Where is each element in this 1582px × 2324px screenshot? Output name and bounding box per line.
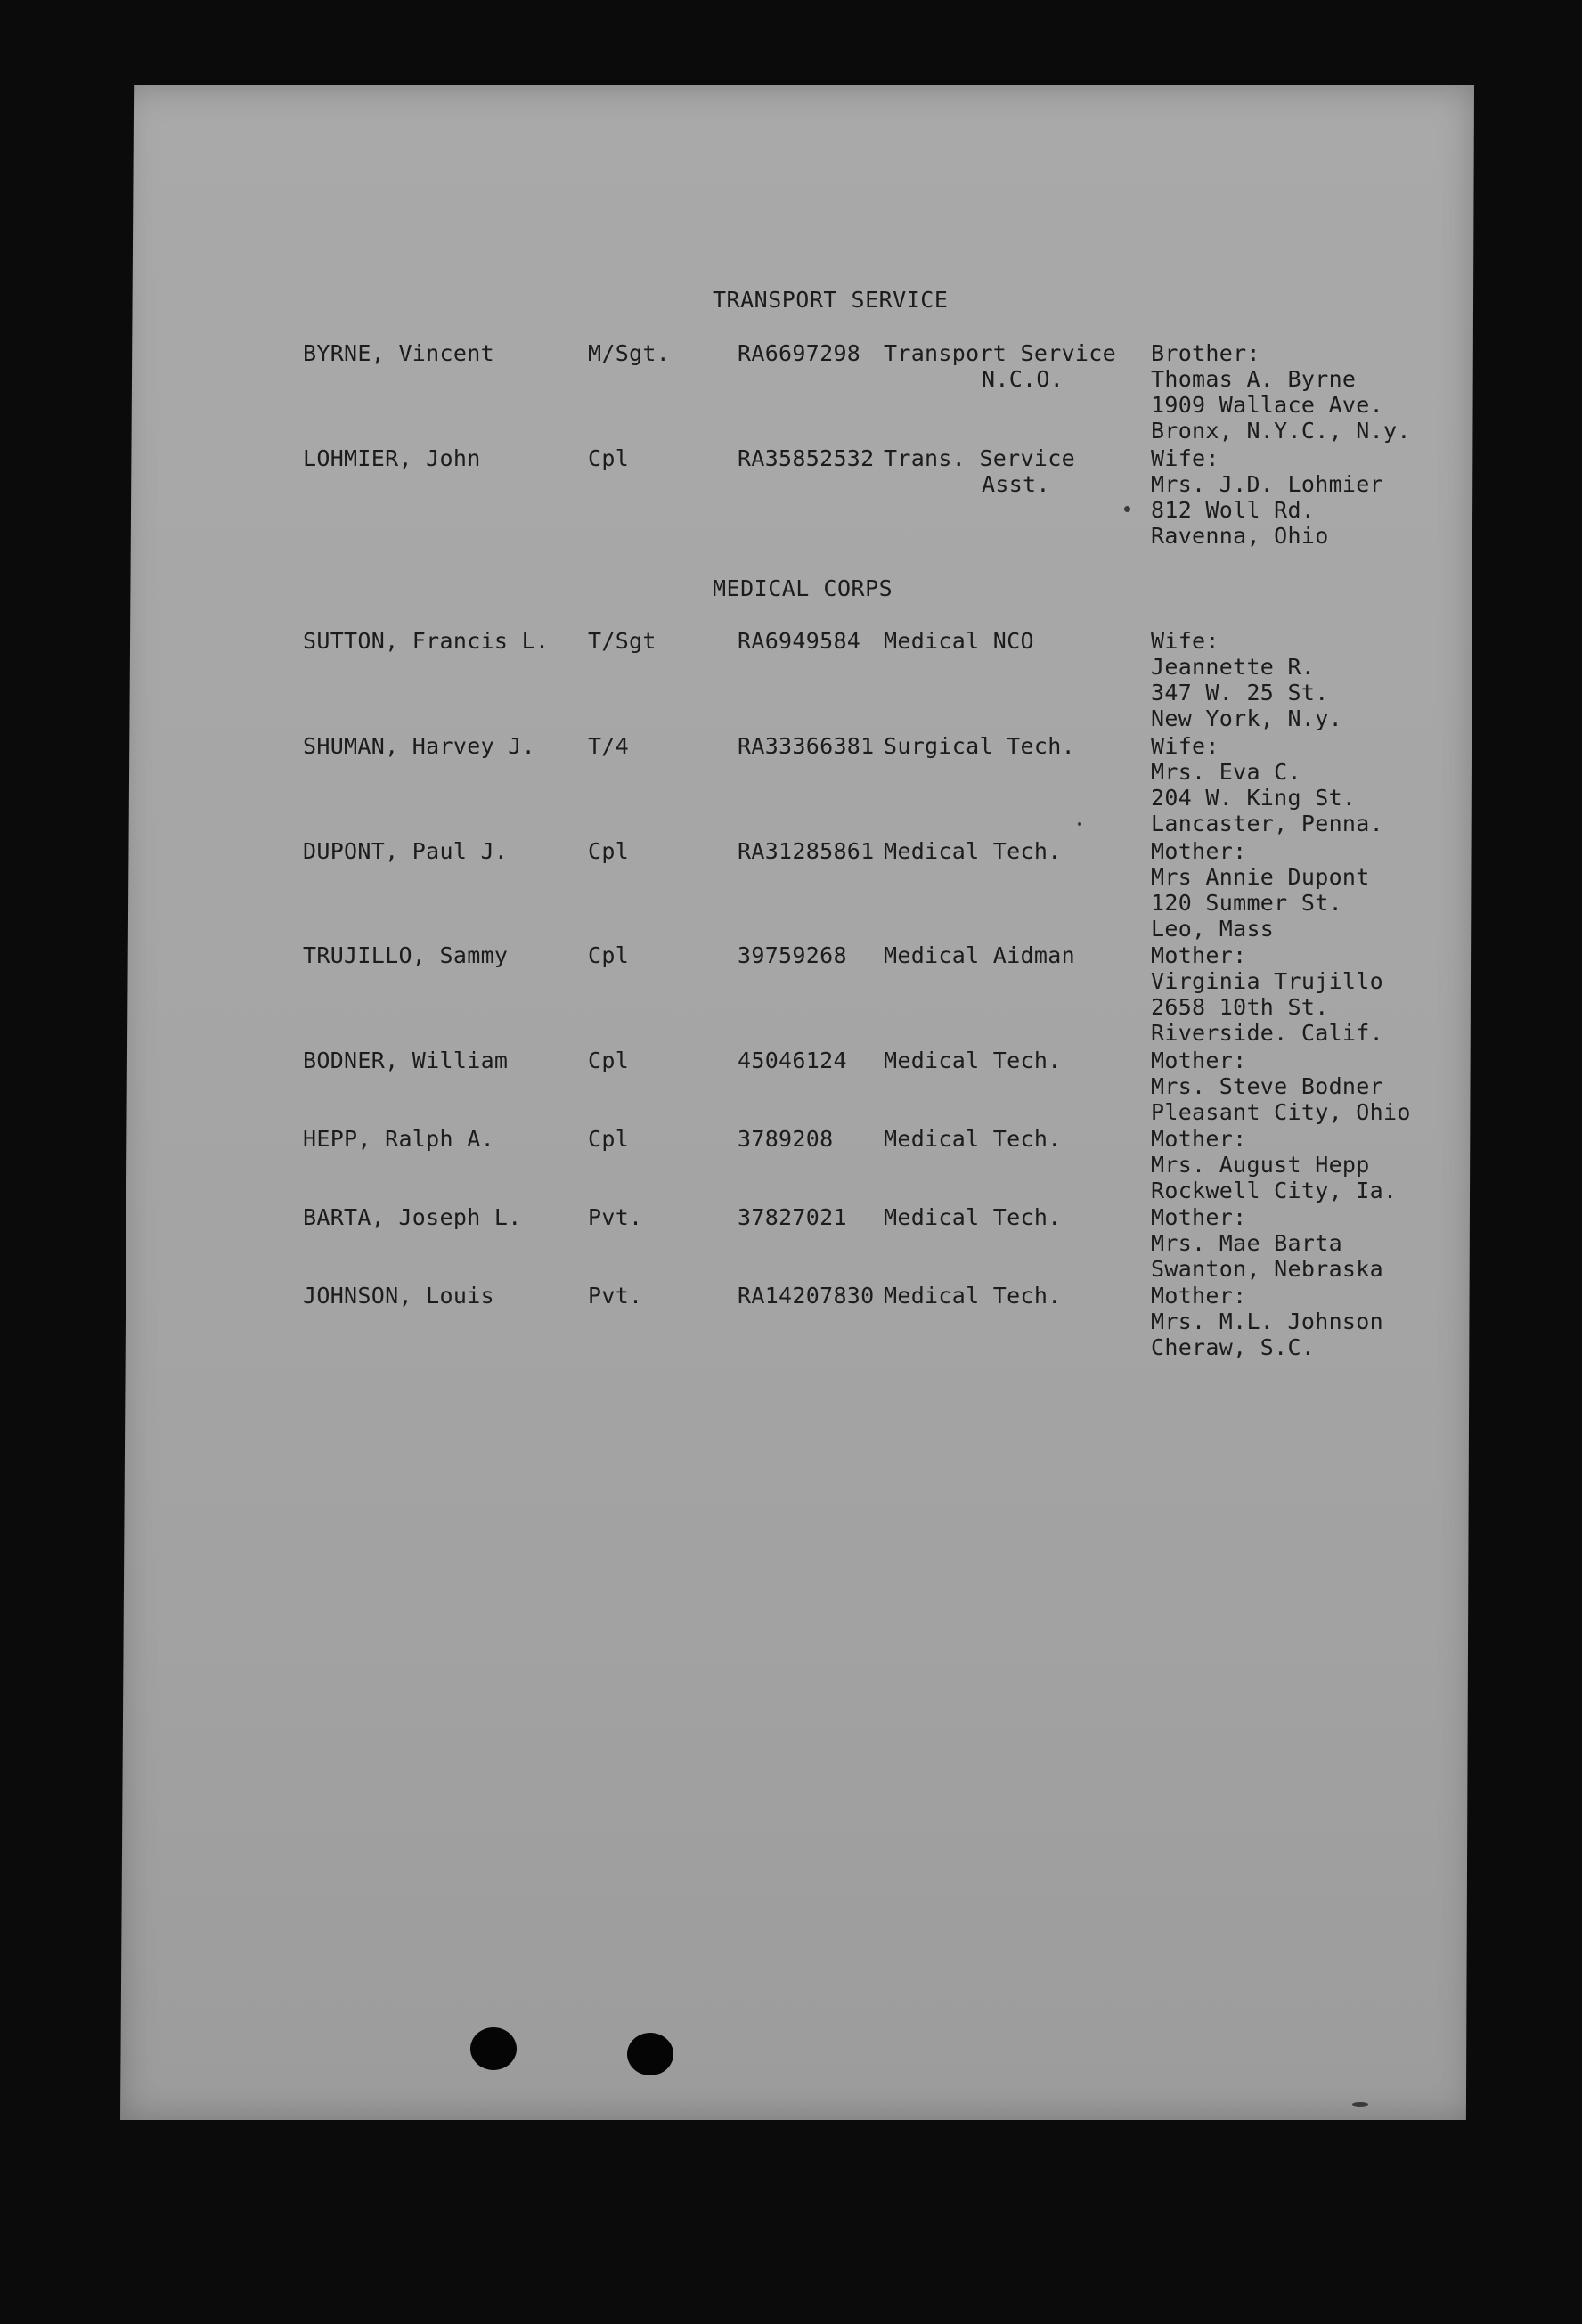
next-of-kin-detail: Mrs. Mae Barta [1151,1230,1342,1256]
next-of-kin-relation: Mother: [1151,838,1247,864]
next-of-kin-detail: Mrs. J.D. Lohmier [1151,471,1383,497]
entry-rank: Cpl [588,1048,630,1073]
entry-duty: Medical Tech. [884,1204,1062,1230]
next-of-kin-detail: Pleasant City, Ohio [1151,1099,1411,1125]
entry-duty: Medical Tech. [884,1283,1062,1309]
entry-name: BARTA, Joseph L. [303,1204,522,1230]
entry-rank: Cpl [588,1126,630,1152]
entry-name: SUTTON, Francis L. [303,628,550,654]
next-of-kin-relation: Wife: [1151,628,1219,654]
entry-serial-number: RA6949584 [738,628,861,654]
next-of-kin-detail: Mrs. August Hepp [1151,1152,1370,1178]
entry-rank: T/4 [588,733,630,759]
next-of-kin-detail: Swanton, Nebraska [1151,1256,1383,1282]
section-heading: MEDICAL CORPS [713,575,893,601]
entry-rank: M/Sgt. [588,340,671,366]
entry-rank: Cpl [588,445,630,471]
next-of-kin-detail: Mrs. M.L. Johnson [1151,1309,1383,1334]
next-of-kin-relation: Mother: [1151,1048,1247,1073]
next-of-kin-detail: 347 W. 25 St. [1151,680,1329,705]
entry-serial-number: 37827021 [738,1204,847,1230]
entry-name: BYRNE, Vincent [303,340,494,366]
entry-serial-number: RA33366381 [738,733,875,759]
entry-rank: Pvt. [588,1283,643,1309]
next-of-kin-detail: Jeannette R. [1151,654,1316,680]
next-of-kin-detail: 1909 Wallace Ave. [1151,392,1383,418]
next-of-kin-detail: Bronx, N.Y.C., N.y. [1151,418,1411,444]
next-of-kin-detail: Leo, Mass [1151,916,1275,942]
next-of-kin-detail: 204 W. King St. [1151,785,1357,811]
next-of-kin-detail: Mrs. Eva C. [1151,759,1301,785]
next-of-kin-detail: 812 Woll Rd. [1151,497,1316,523]
next-of-kin-detail: 2658 10th St. [1151,994,1329,1020]
entry-serial-number: 39759268 [738,942,847,968]
next-of-kin-relation: Mother: [1151,1283,1247,1309]
entry-duty: Medical Tech. [884,1048,1062,1073]
entry-duty: Surgical Tech. [884,733,1075,759]
entry-rank: T/Sgt [588,628,656,654]
next-of-kin-detail: New York, N.y. [1151,705,1342,731]
next-of-kin-relation: Wife: [1151,733,1219,759]
entry-duty: Medical Aidman [884,942,1075,968]
entry-name: TRUJILLO, Sammy [303,942,509,968]
entry-serial-number: RA6697298 [738,340,861,366]
next-of-kin-relation: Brother: [1151,340,1260,366]
entry-duty: Medical Tech. [884,1126,1062,1152]
section-heading: TRANSPORT SERVICE [713,287,949,313]
entry-rank: Cpl [588,942,630,968]
binder-hole-left [470,2027,517,2070]
next-of-kin-detail: Virginia Trujillo [1151,968,1383,994]
entry-name: SHUMAN, Harvey J. [303,733,535,759]
ink-speck [1352,2102,1368,2107]
entry-name: HEPP, Ralph A. [303,1126,494,1152]
next-of-kin-relation: Mother: [1151,1126,1247,1152]
ink-speck [1124,506,1130,512]
next-of-kin-relation: Wife: [1151,445,1219,471]
next-of-kin-detail: Lancaster, Penna. [1151,811,1383,836]
entry-serial-number: RA31285861 [738,838,875,864]
entry-serial-number: 3789208 [738,1126,834,1152]
next-of-kin-detail: Ravenna, Ohio [1151,523,1329,549]
entry-name: BODNER, William [303,1048,509,1073]
next-of-kin-detail: Thomas A. Byrne [1151,366,1357,392]
entry-name: DUPONT, Paul J. [303,838,509,864]
entry-duty: Medical Tech. [884,838,1062,864]
entry-duty: Asst. [982,471,1050,497]
entry-rank: Cpl [588,838,630,864]
next-of-kin-detail: Mrs Annie Dupont [1151,864,1370,890]
next-of-kin-detail: Mrs. Steve Bodner [1151,1073,1383,1099]
next-of-kin-detail: Rockwell City, Ia. [1151,1178,1398,1203]
next-of-kin-relation: Mother: [1151,942,1247,968]
ink-speck [1078,822,1081,826]
next-of-kin-detail: 120 Summer St. [1151,890,1342,916]
entry-serial-number: RA35852532 [738,445,875,471]
entry-duty: Transport Service [884,340,1116,366]
entry-name: JOHNSON, Louis [303,1283,494,1309]
binder-hole-right [627,2033,673,2075]
entry-name: LOHMIER, John [303,445,481,471]
next-of-kin-relation: Mother: [1151,1204,1247,1230]
entry-rank: Pvt. [588,1204,643,1230]
entry-duty: Trans. Service [884,445,1075,471]
entry-serial-number: RA14207830 [738,1283,875,1309]
next-of-kin-detail: Riverside. Calif. [1151,1020,1383,1046]
entry-duty: N.C.O. [982,366,1064,392]
next-of-kin-detail: Cheraw, S.C. [1151,1334,1316,1360]
entry-serial-number: 45046124 [738,1048,847,1073]
entry-duty: Medical NCO [884,628,1034,654]
